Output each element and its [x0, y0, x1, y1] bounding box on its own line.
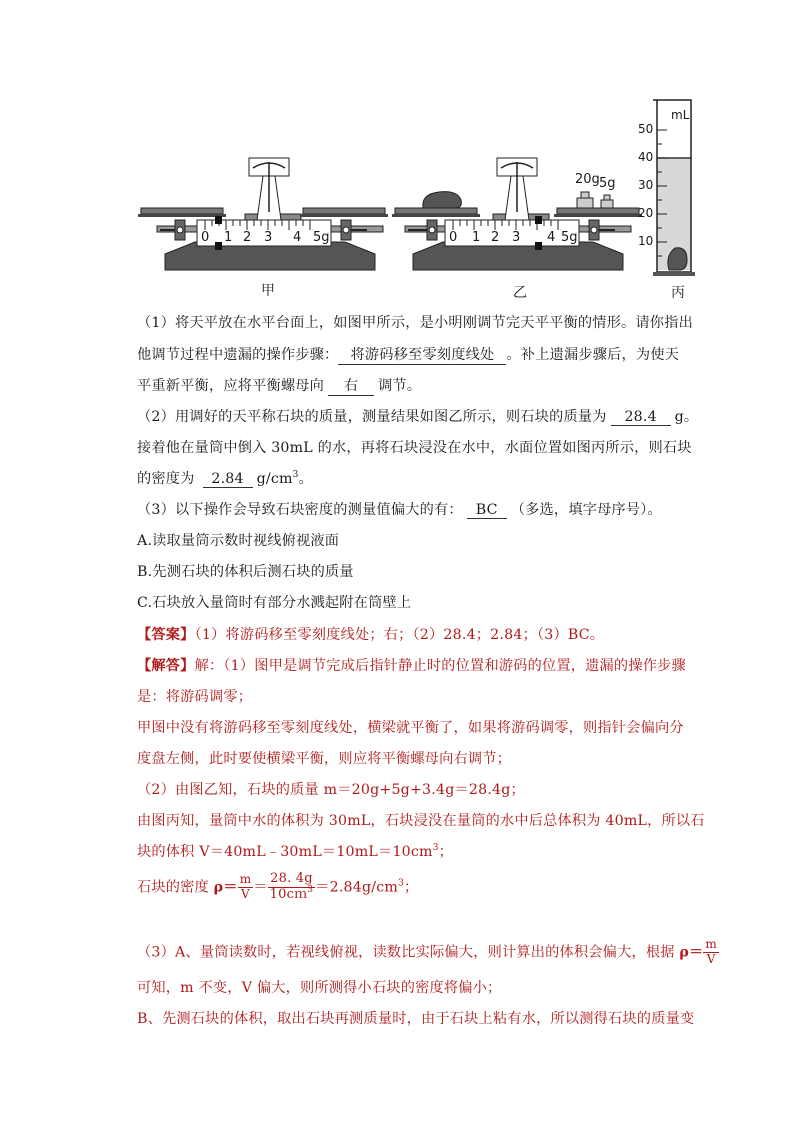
- q1-blank-1: 将游码移至零刻度线处: [338, 344, 506, 365]
- scale-tick-5g: 5g: [561, 230, 578, 245]
- answer-text: （1）将游码移至零刻度线处；右；（2）28.4；2.84；（3）BC。: [194, 627, 605, 643]
- scale-tick-2: 2: [491, 230, 500, 245]
- solution-line-10: 可知，m 不变，V 偏大，则所测得小石块的密度将偏小；: [137, 980, 502, 996]
- caption-yi: 乙: [513, 285, 527, 301]
- solution-line-3: 甲图中没有将游码移至零刻度线处，横梁就平衡了，如果将游码调零，则指针会偏向分: [137, 720, 684, 736]
- answer-tag: 【答案】: [137, 627, 195, 643]
- solution-line-5: （2）由图乙知，石块的质量 m＝20g+5g+3.4g＝28.4g；: [137, 782, 525, 798]
- q3-option-c: C.石块放入量筒时有部分水溅起附在筒壁上: [137, 595, 412, 611]
- solution-line-11: B、先测石块的体积，取出石块再测质量时，由于石块上粘有水，所以测得石块的质量变: [137, 1011, 695, 1027]
- cylinder-tick-50: 50: [638, 122, 654, 136]
- scale-tick-4: 4: [547, 230, 556, 245]
- q2-blank-1: 28.4: [611, 409, 671, 426]
- weight-label-5g: 5g: [599, 176, 616, 191]
- scale-tick-2: 2: [243, 230, 252, 245]
- scale-tick-3: 3: [512, 230, 521, 245]
- scale-tick-0: 0: [201, 230, 210, 245]
- q1-blank-2: 右: [328, 375, 374, 396]
- fraction-28-4-over-10: $\frac{28. 4g}{10cm^3}$: [269, 871, 314, 902]
- figure: [135, 96, 705, 306]
- balance-jia: [138, 158, 388, 270]
- scale-tick-1: 1: [472, 230, 481, 245]
- solution-line-7: 块的体积 $V=40mL﹣30mL=10mL=10cm^3$；: [137, 843, 454, 860]
- weight-label-20g: 20g: [575, 172, 600, 187]
- cylinder-tick-30: 30: [638, 178, 654, 192]
- scale-tick-0: 0: [449, 230, 458, 245]
- q3-line: （3）以下操作会导致石块密度的测量值偏大的有： BC （多选，填字母序号）。: [137, 502, 662, 518]
- q2-line-3: 的密度为 2.84 $g/cm^3$。: [137, 470, 313, 487]
- fraction-m-over-v-2: $\frac{m}{V}$: [705, 937, 717, 966]
- solution-line-9: （3）A、量筒读数时，若视线俯视，读数比实际偏大，则计算出的体积会偏大，根据 ρ＝ $\frac{m}{V}$: [137, 937, 717, 966]
- scale-tick-5g: 5g: [313, 230, 330, 245]
- caption-jia: 甲: [261, 283, 275, 299]
- q2-blank-2: 2.84: [203, 471, 253, 488]
- graduated-cylinder: [653, 100, 695, 276]
- cylinder-unit: mL: [671, 108, 690, 122]
- balance-yi: [392, 158, 642, 270]
- scale-tick-4: 4: [293, 230, 302, 245]
- solution-tag: 【解答】: [137, 658, 195, 674]
- q3-option-a: A.读取量筒示数时视线俯视液面: [137, 533, 340, 549]
- solution-line-2: 是：将游码调零；: [137, 689, 253, 705]
- q1-line-3: 平重新平衡，应将平衡螺母向 右 调节。: [137, 375, 677, 396]
- q1-line-2: 他调节过程中遗漏的操作步骤： 将游码移至零刻度线处 。补上遗漏步骤后，为使天: [137, 344, 677, 365]
- cylinder-tick-40: 40: [638, 150, 654, 164]
- q2-line-1: （2）用调好的天平称石块的质量，测量结果如图乙所示，则石块的质量为 28.4 g。: [137, 409, 699, 425]
- solution-density-formula: 石块的密度 ρ＝ $\frac{m}{V}$ ＝ $\frac{28. 4g}{10cm^3}$ $=2.84g/cm^3$；: [137, 871, 419, 902]
- q3-option-b: B.先测石块的体积后测石块的质量: [137, 564, 354, 580]
- answer-line: [137, 624, 677, 644]
- solution-line-6: 由图丙知，量筒中水的体积为 30mL，石块浸没在量筒的水中后总体积为 40mL，所以石: [137, 813, 705, 829]
- solution-line-1: 【解答】解：（1）图甲是调节完成后指针静止时的位置和游码的位置，遗漏的操作步骤: [137, 658, 686, 674]
- q3-blank: BC: [467, 502, 507, 519]
- figure-drawing: [135, 96, 705, 306]
- scale-tick-1: 1: [224, 230, 233, 245]
- cylinder-tick-10: 10: [638, 234, 654, 248]
- solution-line-4: 度盘左侧，此时要使横梁平衡，则应将平衡螺母向右调节；: [137, 751, 512, 767]
- scale-tick-3: 3: [264, 230, 273, 245]
- q2-line-2: 接着他在量筒中倒入 30mL 的水，再将石块浸没在水中，水面位置如图丙所示，则石块: [137, 440, 692, 456]
- cylinder-tick-20: 20: [638, 206, 654, 220]
- fraction-m-over-v: $\frac{m}{V}$: [239, 872, 252, 901]
- caption-bing: 丙: [671, 285, 685, 301]
- q1-line-1: （1）将天平放在水平台面上，如图甲所示，是小明刚调节完天平平衡的情形。请你指出: [137, 315, 693, 331]
